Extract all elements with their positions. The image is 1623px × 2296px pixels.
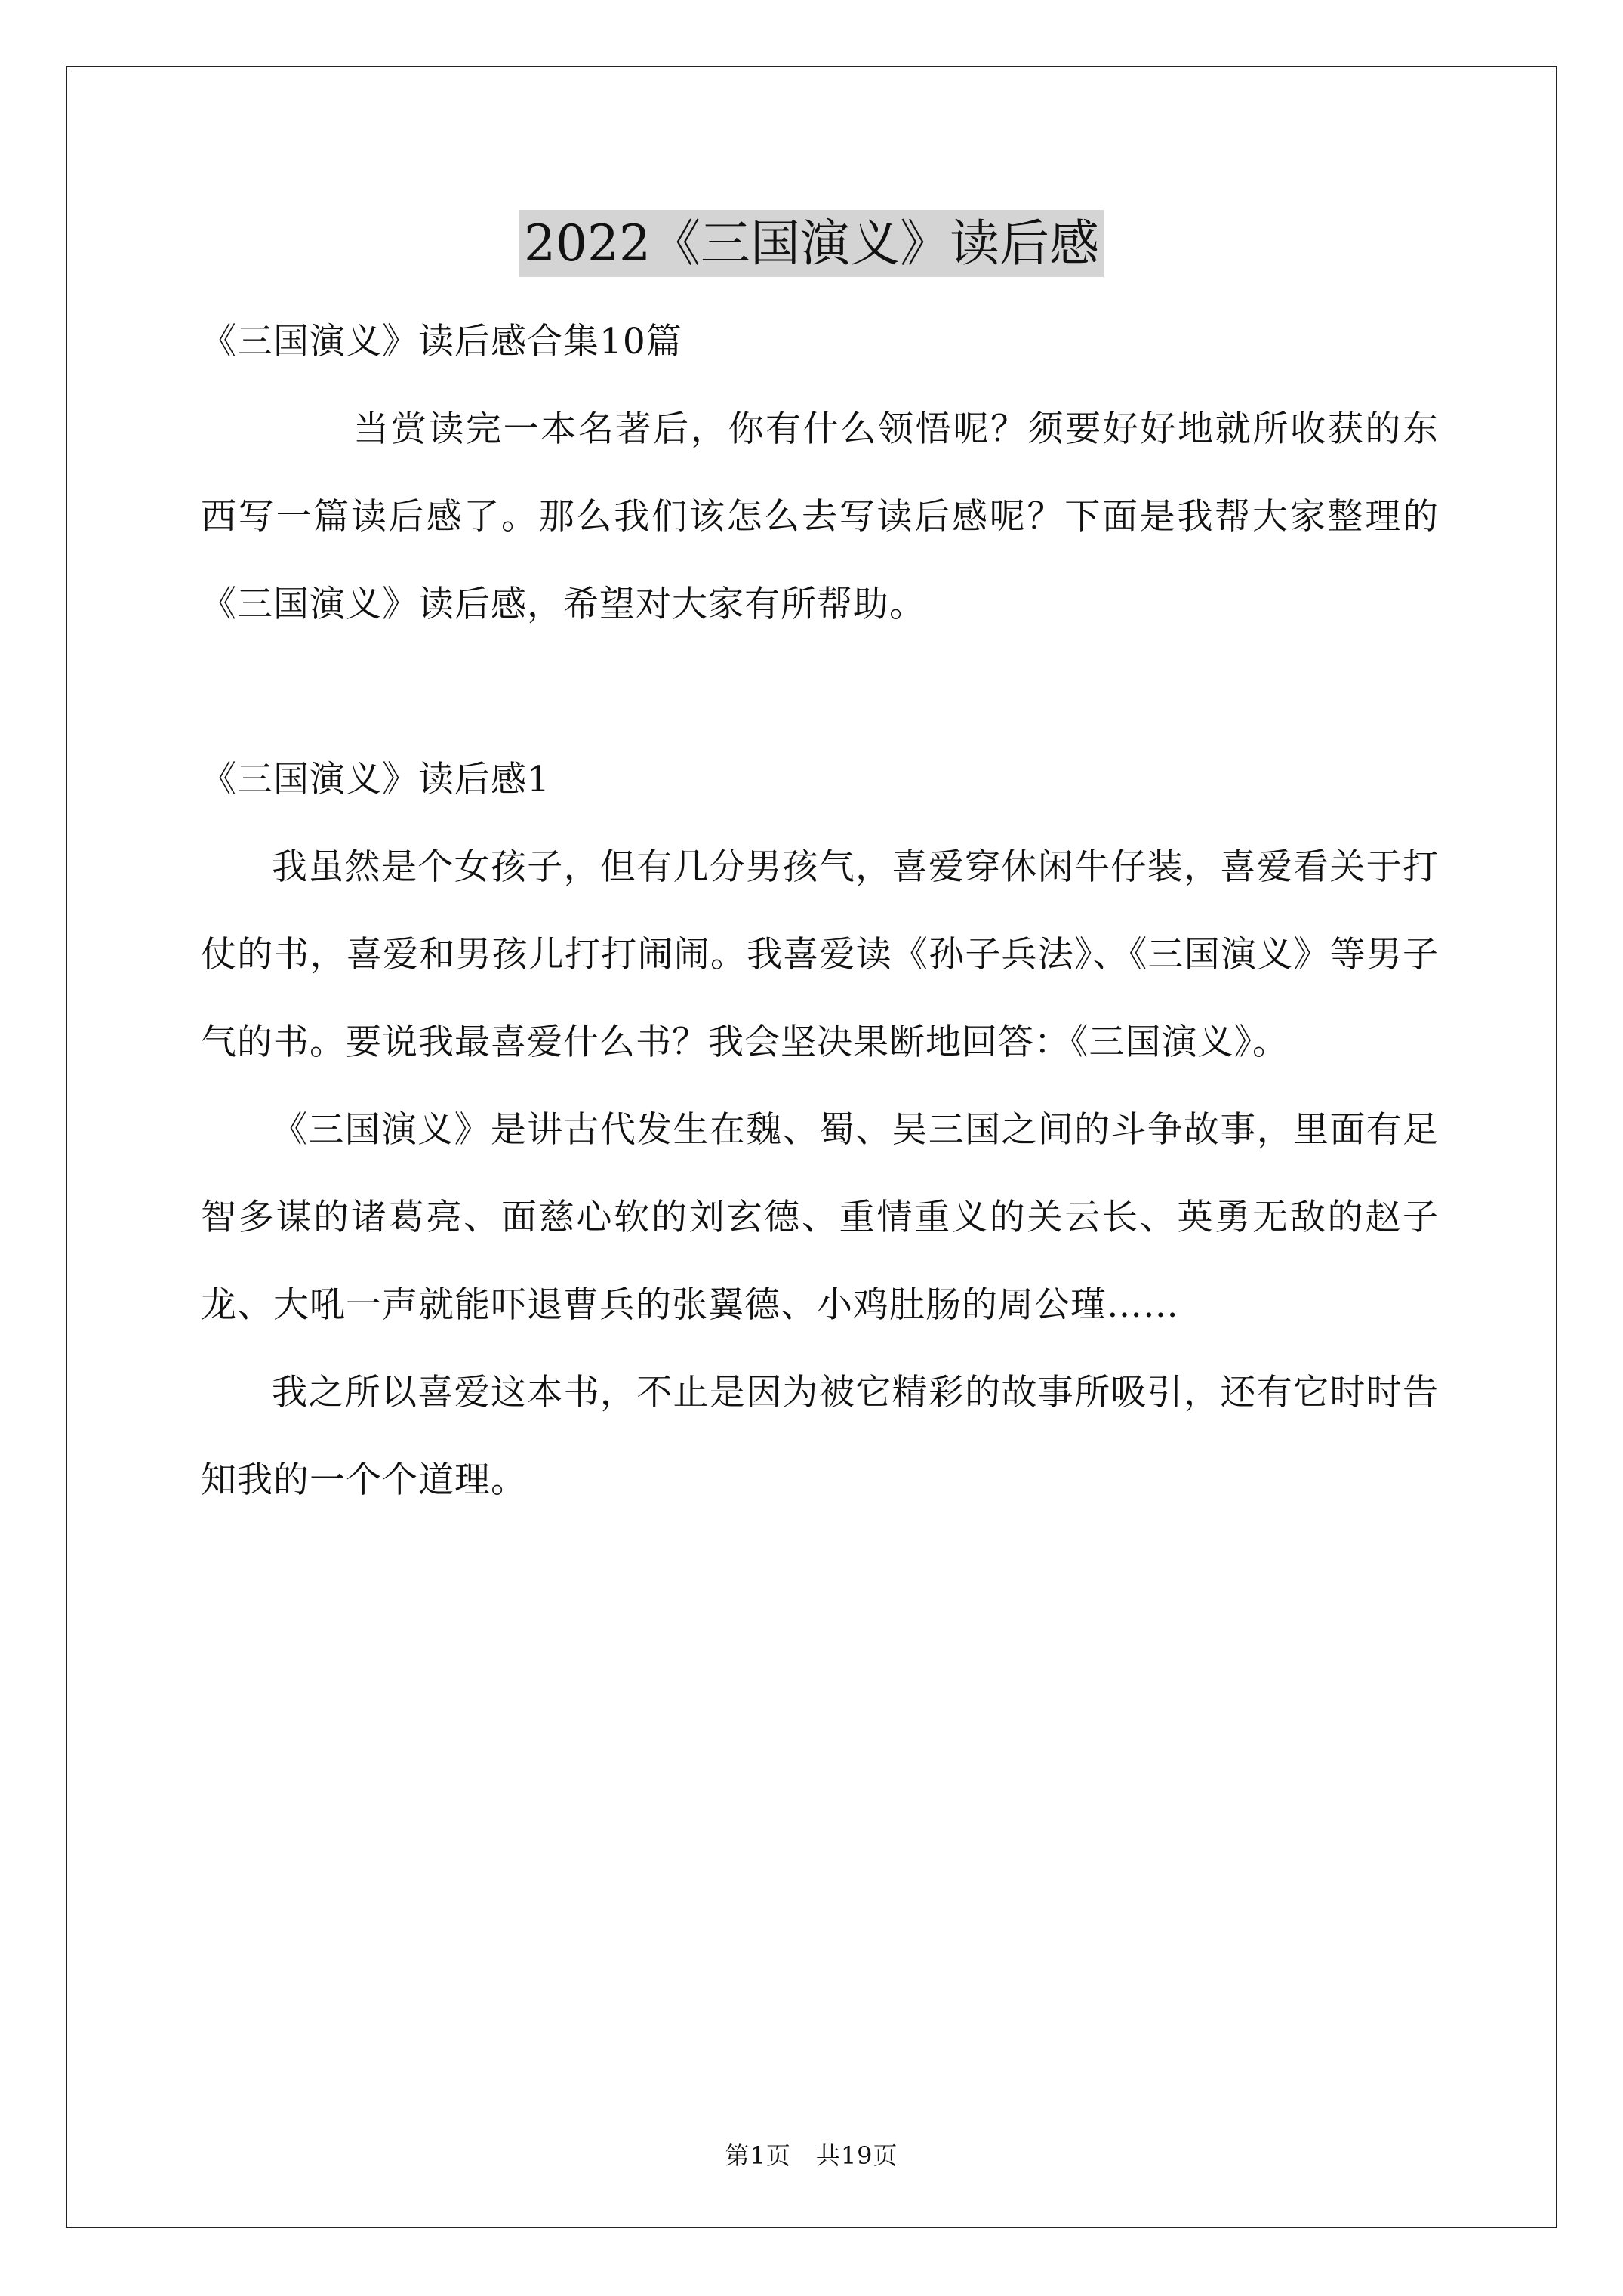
section-heading: 《三国演义》读后感1 — [201, 759, 550, 800]
body-paragraph: 《三国演义》是讲古代发生在魏、蜀、吴三国之间的斗争故事，里面有足智多谋的诸葛亮、面慈心软的刘玄德、重情重义的关云长、英勇无敌的赵子龙、大吼一声就能吓退曹兵的张翼德、小鸡肚肠的周公瑾…… — [201, 1109, 1439, 1326]
body-paragraph: 我虽然是个女孩子，但有几分男孩气，喜爱穿休闲牛仔装，喜爱看关于打仗的书，喜爱和男孩儿打打闹闹。我喜爱读《孙子兵法》、《三国演义》等男子气的书。要说我最喜爱什么书？我会坚决果断地回答：《三国演义》。 — [201, 846, 1439, 1063]
intro-paragraph: 当赏读完一本名著后，你有什么领悟呢？须要好好地就所收获的东西写一篇读后感了。那么我们该怎么去写读后感呢？下面是我帮大家整理的《三国演义》读后感，希望对大家有所帮助。 — [201, 408, 1439, 625]
body-paragraph: 我之所以喜爱这本书，不止是因为被它精彩的故事所吸引，还有它时时告知我的一个个道理。 — [201, 1372, 1439, 1501]
document-title-text: 2022《三国演义》读后感 — [519, 210, 1104, 277]
page-number-footer: 第1页 共19页 — [725, 2141, 898, 2170]
document-body — [201, 298, 1439, 1524]
document-subtitle: 《三国演义》读后感合集10篇 — [201, 321, 682, 362]
document-title — [0, 202, 1623, 285]
